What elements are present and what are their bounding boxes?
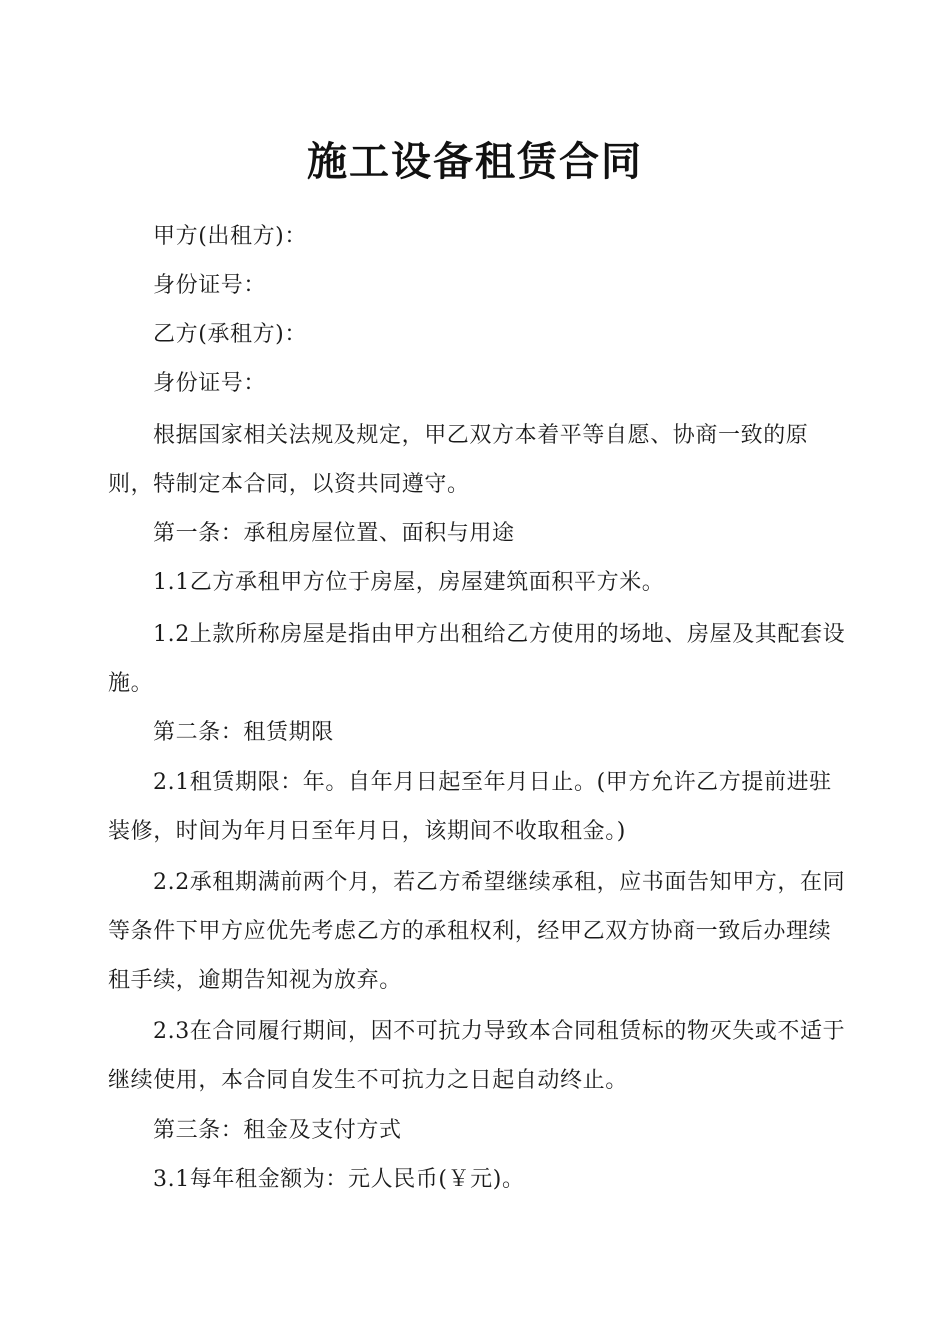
document-title: 施工设备租赁合同 bbox=[307, 139, 643, 185]
article-1-heading: 第一条：承租房屋位置、面积与用途 bbox=[153, 521, 515, 546]
preamble-line-1: 根据国家相关法规及规定，甲乙双方本着平等自愿、协商一致的原 bbox=[153, 423, 809, 448]
clause-2-2-line-2: 等条件下甲方应优先考虑乙方的承租权利，经甲乙双方协商一致后办理续 bbox=[108, 919, 832, 944]
clause-2-3-line-2: 继续使用，本合同自发生不可抗力之日起自动终止。 bbox=[108, 1068, 628, 1093]
party-b-label: 乙方(承租方)： bbox=[153, 322, 307, 347]
party-a-id-label: 身份证号： bbox=[153, 273, 267, 298]
clause-2-3-line-1: 2.3在合同履行期间，因不可抗力导致本合同租赁标的物灭失或不适于 bbox=[153, 1019, 846, 1044]
article-3-heading: 第三条：租金及支付方式 bbox=[153, 1118, 402, 1143]
clause-1-2-line-1: 1.2上款所称房屋是指由甲方出租给乙方使用的场地、房屋及其配套设 bbox=[153, 622, 846, 647]
clause-1-1: 1.1乙方承租甲方位于房屋，房屋建筑面积平方米。 bbox=[153, 570, 665, 595]
party-b-id-label: 身份证号： bbox=[153, 371, 267, 396]
preamble-line-2: 则，特制定本合同，以资共同遵守。 bbox=[108, 472, 470, 497]
party-a-label: 甲方(出租方)： bbox=[153, 224, 307, 249]
clause-1-2-line-2: 施。 bbox=[108, 671, 154, 696]
clause-2-1-line-1: 2.1租赁期限：年。自年月日起至年月日止。(甲方允许乙方提前进驻 bbox=[153, 770, 832, 795]
clause-3-1: 3.1每年租金额为：元人民币(￥元)。 bbox=[153, 1167, 525, 1192]
clause-2-2-line-1: 2.2承租期满前两个月，若乙方希望继续承租，应书面告知甲方，在同 bbox=[153, 870, 846, 895]
clause-2-1-line-2: 装修，时间为年月日至年月日，该期间不收取租金。) bbox=[108, 819, 626, 844]
clause-2-2-line-3: 租手续，逾期告知视为放弃。 bbox=[108, 968, 402, 993]
article-2-heading: 第二条：租赁期限 bbox=[153, 720, 334, 745]
